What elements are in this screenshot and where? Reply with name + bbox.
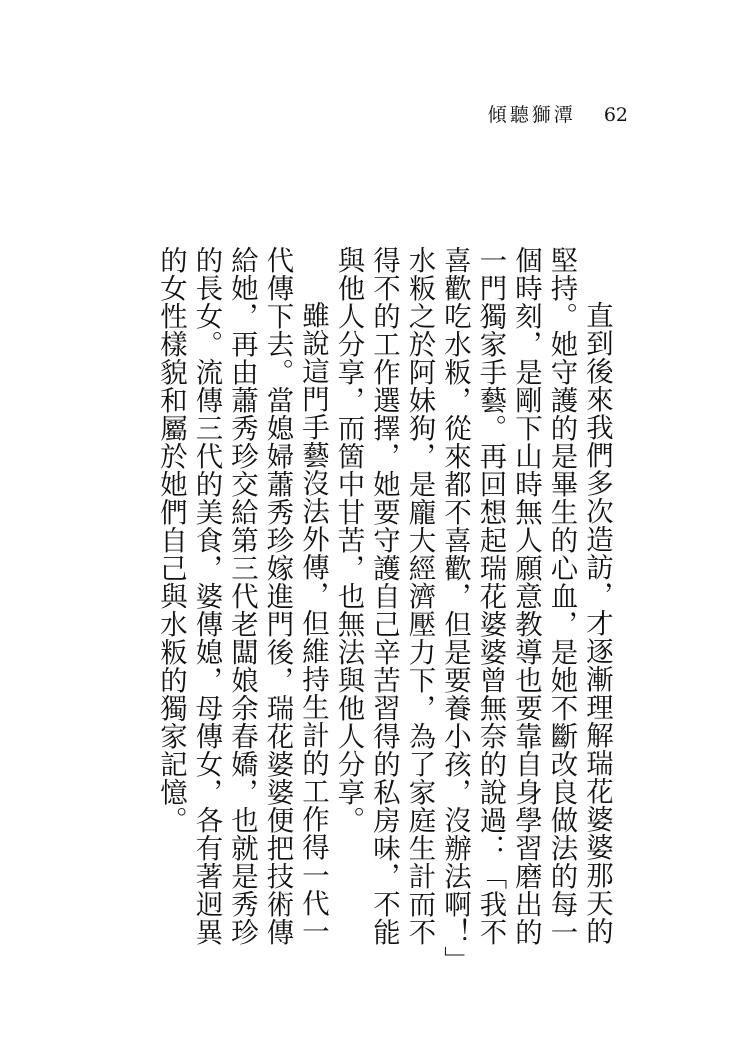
- paragraph: 直到後來我們多次造訪，才逐漸理解瑞花婆婆那天的堅持。她守護的是畢生的心血，是她不斷改良做法的每一個時刻，是剛下山時無人願意教導也要靠自身學習磨出的一門獨家手藝。再回想起瑞花婆婆曾無奈的說過：「我不喜歡吃水粄，從來都不喜歡，但是要養小孩，沒辦法啊！」水粄之於阿妹狗，是龐大經濟壓力下，為了家庭生計而不得不的工作選擇，她要守護自己辛苦習得的私房味，不能與他人分享，而箇中甘苦，也無法與他人分享。: [332, 246, 612, 961]
- paragraph: 雖說這門手藝沒法外傳，但維持生計的工作得一代一代傳下去。當媳婦蕭秀珍嫁進門後，瑞花婆婆便把技術傳給她，再由蕭秀珍交給第三代老闆娘余春嬌，也就是秀珍的長女。流傳三代的美食，婆傳媳，母傳女，各有著迥異的女性樣貌和屬於她們自己與水粄的獨家記憶。: [155, 246, 328, 946]
- running-head: [488, 100, 628, 127]
- book-title: 傾聽獅潭: [487, 104, 576, 126]
- body-text: [153, 246, 615, 971]
- page-number: 62: [603, 104, 628, 126]
